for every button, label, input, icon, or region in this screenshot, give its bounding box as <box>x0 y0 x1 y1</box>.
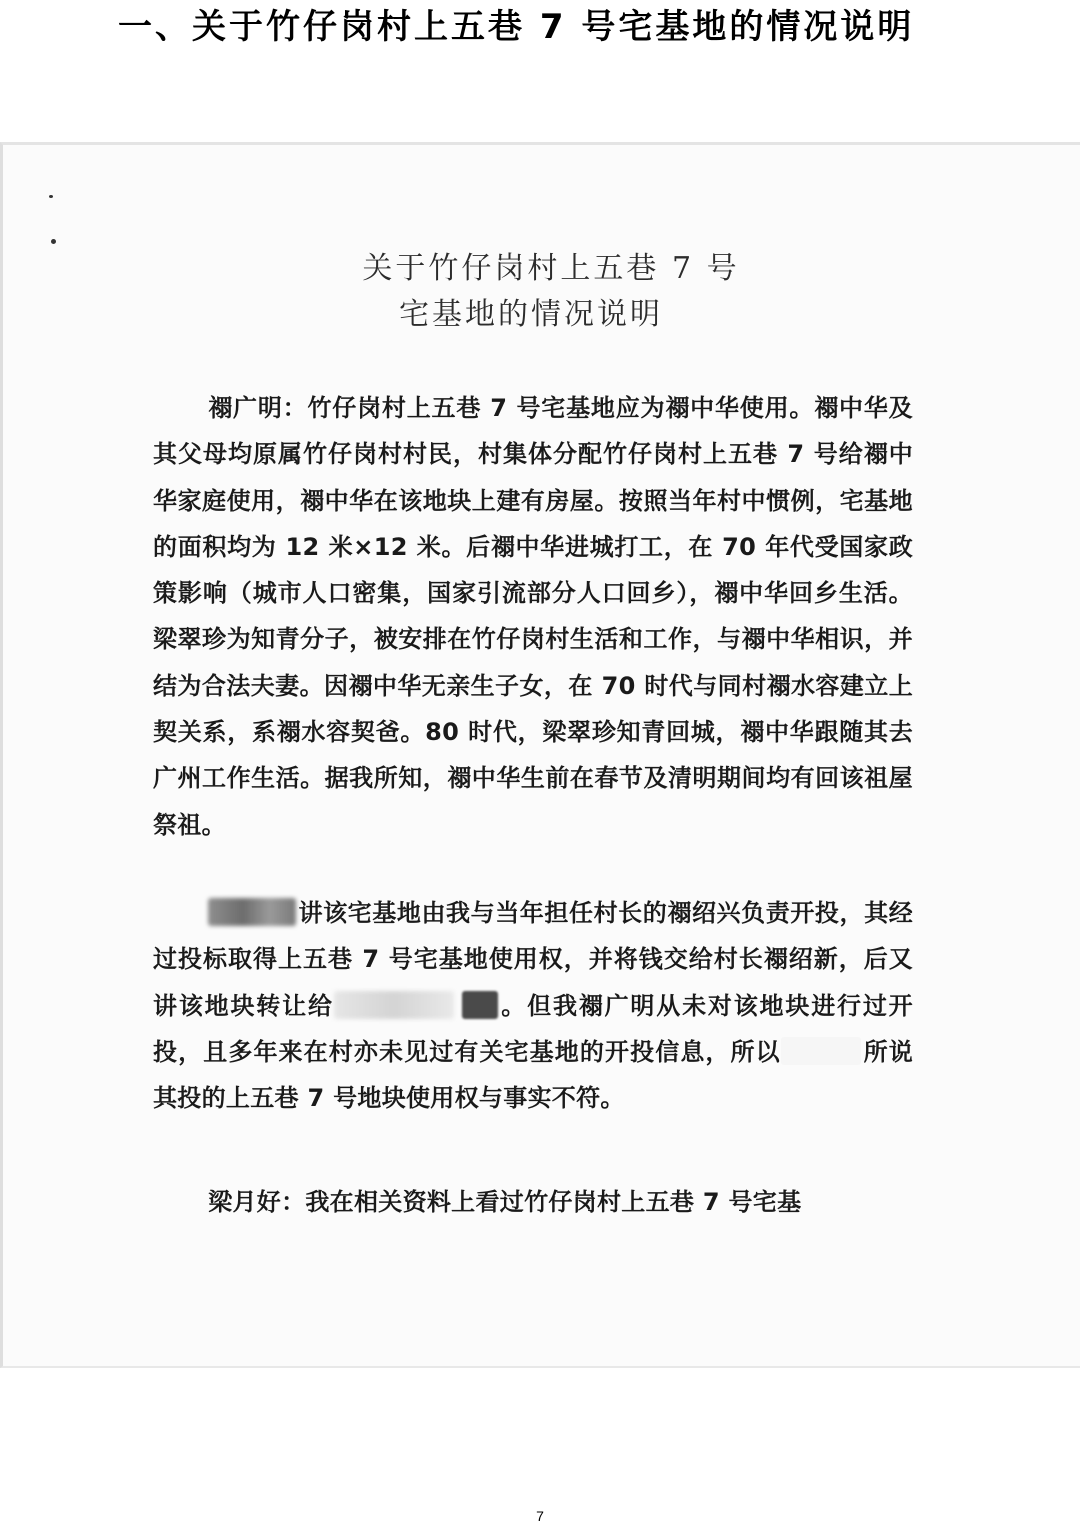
redacted-name <box>781 1037 861 1065</box>
scan-speck <box>49 195 53 198</box>
paragraph-statement-2 <box>153 890 913 1121</box>
paragraph-2-text-b: 。但我禤广明从未对该地块进行过开投，且多年来在村亦未见过有关宅基地的开投信息，所以 <box>153 991 913 1066</box>
redacted-name <box>334 991 454 1019</box>
paragraph-statement-3: 梁月好：我在相关资料上看过竹仔岗村上五巷 7 号宅基 <box>208 1188 802 1216</box>
redacted-name <box>462 991 498 1019</box>
page-number: 7 <box>536 1508 544 1524</box>
paragraph-statement-1: 禤广明：竹仔岗村上五巷 7 号宅基地应为禤中华使用。禤中华及其父母均原属竹仔岗村村民，村集体分配竹仔岗村上五巷 7 号给禤中华家庭使用，禤中华在该地块上建有房屋。按照当年村中惯例，宅基地的面积均为 12 米×12 米。后禤中华进城打工，在 70 年代受国家政策影响（城市人口密集，国家引流部分人口回乡），禤中华回乡生活。梁翠珍为知青分子，被安排在竹仔岗村生活和工作，与禤中华相识，并结为合法夫妻。因禤中华无亲生子女，在 70 时代与同村禤水容建立上契关系，系禤水容契爸。80 时代，梁翠珍知青回城，禤中华跟随其去广州工作生活。据我所知，禤中华生前在春节及清明期间均有回该祖屋祭祖。 <box>153 394 913 839</box>
paragraph-2-text-a: 讲该宅基地由我与当年担任村长的禤绍兴负责开投，其经过投标取得上五巷 7 号宅基地使用权，并将钱交给村长禤绍新，后又讲该地块转让给 <box>153 899 913 1020</box>
document-title-line-2: 宅基地的情况说明 <box>399 297 663 332</box>
page-heading: 一、关于竹仔岗村上五巷 7 号宅基地的情况说明 <box>118 7 915 47</box>
scan-speck <box>51 239 56 244</box>
scanned-document <box>0 142 1080 1368</box>
redacted-name <box>208 898 296 926</box>
paragraph-2-text-c: 所说其投的上五巷 7 号地块使用权与事实不符。 <box>153 1037 914 1113</box>
document-title-line-1: 关于竹仔岗村上五巷 7 号 <box>362 251 740 286</box>
